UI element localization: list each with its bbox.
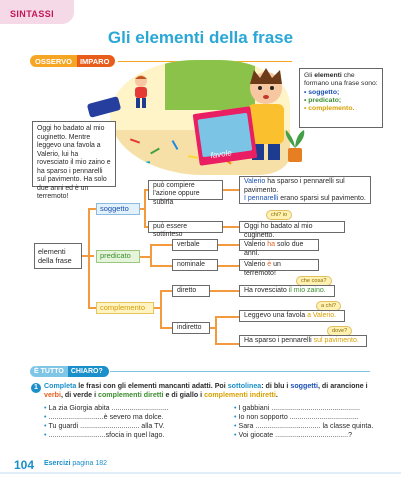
exercise-item[interactable]: • ............................è severo ma dolce.: [44, 413, 164, 421]
example-diretto: Ha rovesciato il mio zaino.: [239, 285, 335, 297]
complemento-node: complemento: [96, 302, 154, 314]
exercise-item[interactable]: • Sara ................................. la classe quinta.: [234, 422, 374, 430]
key-complemento: • complemento.: [304, 105, 355, 113]
soggetto-sottinteso-label: può essere sottinteso: [148, 221, 223, 233]
exercise-left-column: [44, 404, 214, 440]
key-soggetto: • soggetto;: [304, 88, 340, 96]
section-label: SINTASSI: [10, 9, 55, 19]
exercise-item[interactable]: • Io non sopporto ...................................: [234, 413, 359, 421]
etutto-chiaro-banner: È TUTTO CHIARO?: [30, 366, 109, 377]
book-title: favole: [209, 148, 233, 161]
root-node: elementi della frase: [34, 243, 82, 269]
example-verbale: Valerio ha solo due anni.: [239, 239, 319, 251]
exercise-item[interactable]: • Tu guardi .............................. alla TV.: [44, 422, 165, 430]
imparo-label: IMPARO: [77, 55, 115, 67]
exercise-right-column: [234, 404, 394, 440]
indiretto-label: indiretto: [172, 322, 210, 334]
exercise-item[interactable]: • Voi giocate .....................................?: [234, 431, 353, 439]
example-soggetto-sottinteso: Oggi ho badato al mio cuginetto.: [239, 221, 345, 233]
page-number: 104: [14, 458, 35, 472]
storybook: [193, 106, 258, 166]
nominale-label: nominale: [172, 259, 218, 271]
footer-rule: [0, 472, 401, 474]
plant-icon: [282, 128, 308, 164]
osservo-label: OSSERVO: [30, 55, 77, 67]
exercise-item[interactable]: • .............................sfocia in quel lago.: [44, 431, 165, 439]
tag-chi-io: chi? io: [266, 210, 292, 220]
story-box: Oggi ho badato al mio cuginetto. Mentre leggevo una favola a Valerio, lui ha rovesciato il mio zaino e ha sparso i pennarelli sul pavimento. Ha solo due anni ed è un terremoto!: [32, 121, 116, 187]
tag-a-chi: a chi?: [316, 301, 341, 311]
exercise-number: 1: [31, 383, 41, 393]
page-title: Gli elementi della frase: [107, 28, 294, 47]
osservo-imparo-banner: [30, 55, 115, 67]
exercise-instructions: Completa le frasi con gli elementi mancanti adatti. Poi sottolinea: di blu i soggetti, di arancione i verbi, di verde i complementi diretti e di giallo i complementi indiretti.: [44, 382, 368, 400]
example-indiretto-2: Ha sparso i pennarelli sul pavimento.: [239, 335, 367, 347]
diretto-label: diretto: [172, 285, 210, 297]
exercise-item[interactable]: • La zia Giorgia abita .............................: [44, 404, 169, 412]
example-soggetto-attivo: Valerio ha sparso i pennarelli sul pavimento. I pennarelli erano sparsi sul pavimento.: [239, 176, 371, 204]
key-predicato: • predicato;: [304, 96, 342, 104]
soggetto-attivo-label: può compiere l'azione oppure subirla: [148, 180, 223, 200]
esercizi-link[interactable]: Esercizi pagina 182: [44, 460, 108, 467]
soggetto-node: soggetto: [96, 203, 140, 215]
exercise-item[interactable]: • I gabbiani .............................................: [234, 404, 360, 412]
example-nominale: Valerio è un terremoto!: [239, 259, 319, 271]
verbale-label: verbale: [172, 239, 218, 251]
section-tab: [0, 0, 74, 24]
predicato-node: predicato: [96, 250, 140, 263]
example-indiretto-1: Leggevo una favola a Valerio.: [239, 310, 345, 322]
tag-dove: dove?: [327, 326, 352, 336]
toddler-figure: [128, 74, 154, 110]
elementi-key-box: Gli elementi che formano una frase sono: • soggetto; • predicato; • complemento.: [299, 68, 383, 128]
tag-che-cosa: che cosa?: [296, 276, 332, 286]
exercise-divider: [110, 371, 370, 372]
